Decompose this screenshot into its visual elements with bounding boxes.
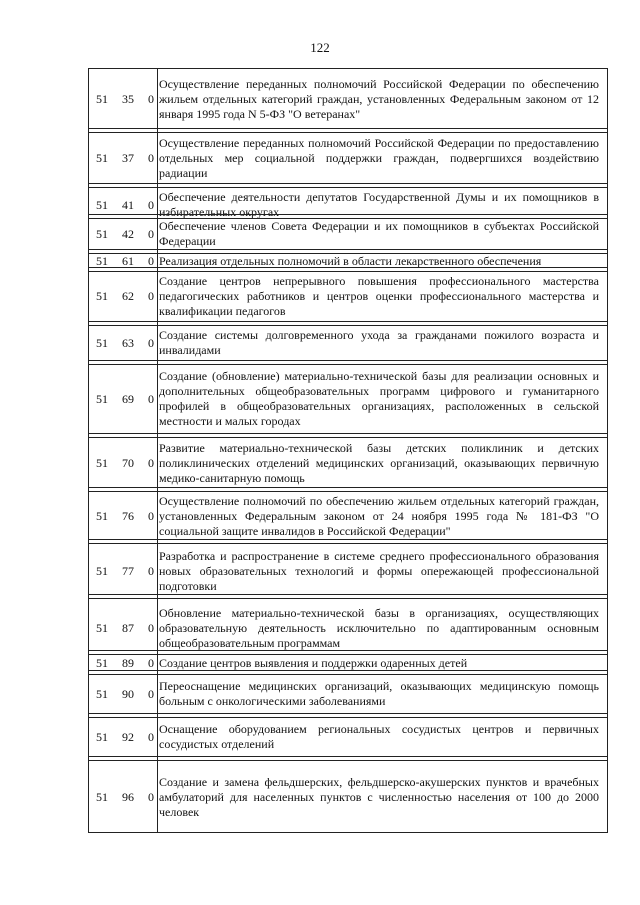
row-description: Обеспечение деятельности депутатов Государственной Думы и их помощников в избирательных округах [159, 190, 599, 219]
code-part-3: 0 [148, 789, 154, 804]
row-description: Оснащение оборудованием региональных сосудистых центров и первичных сосудистых отделений [159, 722, 599, 751]
code-part-1: 51 [96, 288, 108, 303]
code-part-1: 51 [96, 455, 108, 470]
row-description: Создание центров выявления и поддержки одаренных детей [159, 655, 468, 670]
code-part-1: 51 [96, 686, 108, 701]
code-part-2: 37 [122, 150, 134, 165]
code-part-2: 61 [122, 253, 134, 268]
code-part-2: 92 [122, 729, 134, 744]
code-part-2: 89 [122, 655, 134, 670]
code-part-3: 0 [148, 288, 154, 303]
code-part-2: 70 [122, 455, 134, 470]
row-description: Создание и замена фельдшерских, фельдшерско-акушерских пунктов и врачебных амбулаторий для населенных пунктов с численностью населения от 100 до 2000 человек [159, 774, 599, 819]
code-part-1: 51 [96, 391, 108, 406]
code-part-2: 90 [122, 686, 134, 701]
table-row [89, 437, 607, 489]
row-description: Создание (обновление) материально-технической базы для реализации основных и дополнительных общеобразовательных программ цифрового и гуманитарного профилей в общеобразовательных организациях, расположенных в сельской местности и малых городах [159, 369, 599, 428]
row-description: Осуществление переданных полномочий Российской Федерации по предоставлению отдельных мер социальной поддержки граждан, подвергшихся воздействию радиации [159, 135, 599, 180]
code-part-3: 0 [148, 655, 154, 670]
code-part-2: 41 [122, 197, 134, 212]
table-row [89, 543, 607, 599]
code-part-1: 51 [96, 253, 108, 268]
table-row [89, 132, 607, 184]
code-part-3: 0 [148, 686, 154, 701]
code-part-3: 0 [148, 197, 154, 212]
row-description: Создание центров непрерывного повышения профессионального мастерства педагогических работников и центров оценки профессионального мастерства и квалификации педагогов [159, 273, 599, 318]
row-description: Обновление материально-технической базы в организациях, осуществляющих образовательную деятельность исключительно по адаптированным основным общеобразовательным программам [159, 605, 599, 650]
row-description: Реализация отдельных полномочий в области лекарственного обеспечения [159, 253, 542, 268]
code-part-2: 77 [122, 563, 134, 578]
code-part-3: 0 [148, 391, 154, 406]
table-row [89, 325, 607, 361]
code-part-3: 0 [148, 253, 154, 268]
row-description: Осуществление полномочий по обеспечению жильем отдельных категорий граждан, установленных Федеральным законом от 24 ноября 1995 года № 181-ФЗ "О социальной защите инвалидов в Российской Федерации" [159, 493, 599, 538]
table-row [89, 674, 607, 714]
table-row [89, 271, 607, 321]
code-part-1: 51 [96, 335, 108, 350]
row-description: Обеспечение членов Совета Федерации и их помощников в субъектах Российской Федерации [159, 219, 599, 248]
code-part-3: 0 [148, 508, 154, 523]
code-part-3: 0 [148, 455, 154, 470]
code-part-2: 87 [122, 620, 134, 635]
row-description: Создание системы долговременного ухода за гражданами пожилого возраста и инвалидами [159, 328, 599, 357]
table-row [89, 216, 607, 252]
page-number: 122 [310, 40, 330, 55]
code-part-2: 62 [122, 288, 134, 303]
code-part-3: 0 [148, 91, 154, 106]
code-part-1: 51 [96, 226, 108, 241]
code-part-3: 0 [148, 226, 154, 241]
code-part-3: 0 [148, 729, 154, 744]
code-part-2: 35 [122, 91, 134, 106]
row-description: Развитие материально-технической базы детских поликлиник и детских поликлинических отделений медицинских организаций, оказывающих первичную медико-санитарную помощь [159, 440, 599, 485]
row-description: Осуществление переданных полномочий Российской Федерации по обеспечению жильем отдельных категорий граждан, установленных Федеральным законом от 12 января 1995 года N 5-ФЗ "О ветеранах" [159, 76, 599, 121]
table-row [89, 364, 607, 434]
code-part-2: 96 [122, 789, 134, 804]
code-part-2: 42 [122, 226, 134, 241]
code-part-3: 0 [148, 563, 154, 578]
code-part-1: 51 [96, 563, 108, 578]
code-part-2: 69 [122, 391, 134, 406]
code-part-3: 0 [148, 150, 154, 165]
table-row [89, 760, 607, 834]
code-part-1: 51 [96, 620, 108, 635]
table-row [89, 491, 607, 541]
code-part-1: 51 [96, 197, 108, 212]
code-part-1: 51 [96, 91, 108, 106]
row-description: Переоснащение медицинских организаций, оказывающих медицинскую помощь больным с онкологическими заболеваниями [159, 679, 599, 708]
code-part-3: 0 [148, 620, 154, 635]
code-part-3: 0 [148, 335, 154, 350]
budget-code-table [88, 68, 608, 833]
code-part-2: 76 [122, 508, 134, 523]
row-description: Разработка и распространение в системе среднего профессионального образования новых образовательных технологий и формы опережающей профессиональной подготовки [159, 548, 599, 593]
table-row [89, 69, 607, 129]
code-part-1: 51 [96, 729, 108, 744]
code-part-1: 51 [96, 508, 108, 523]
code-part-1: 51 [96, 655, 108, 670]
code-part-2: 63 [122, 335, 134, 350]
code-part-1: 51 [96, 150, 108, 165]
table-row [89, 598, 607, 658]
code-part-1: 51 [96, 789, 108, 804]
table-row [89, 717, 607, 757]
